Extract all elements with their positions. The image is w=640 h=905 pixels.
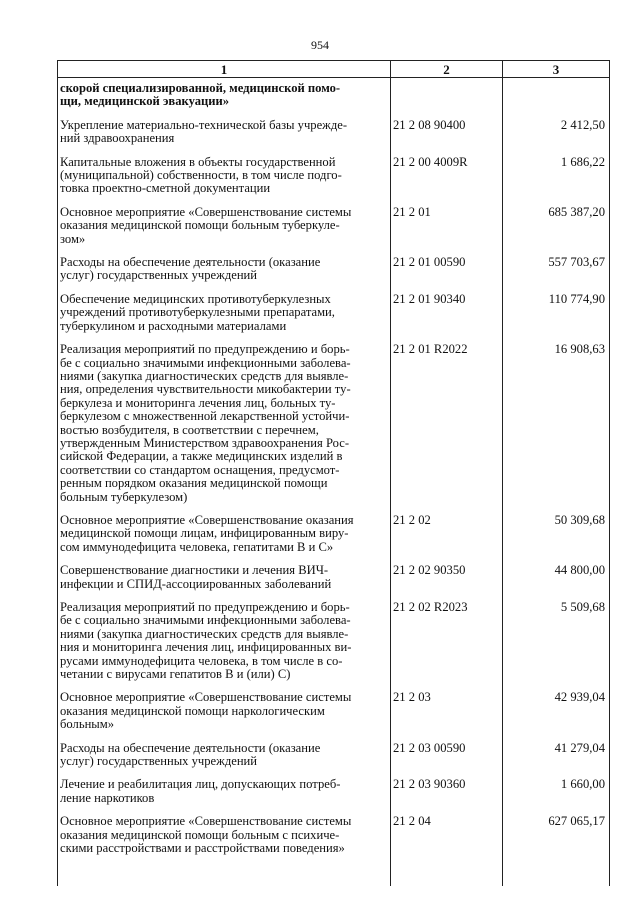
row-name-cell [58,691,391,741]
row-amount-cell: 42 939,04 [503,691,610,741]
row-name-line: сийской Федерации, а также медицинских изделий в [60,449,343,464]
row-name-line: скими расстройствами и расстройствами поведения» [60,841,345,856]
row-name-line: востью возбудителя, в соответствии с перечнем, [60,422,319,437]
row-name-line: больным туберкулезом) [60,489,188,504]
row-code-cell [391,78,503,119]
row-name-line: ниями (закупка диагностических средств для выявле- [60,368,349,383]
row-code-cell: 21 2 04 [391,815,503,885]
row-name-line: четании с вирусами гепатитов В и (или) С) [60,667,291,682]
row-code-cell: 21 2 02 R2023 [391,601,503,691]
row-name-cell [58,343,391,514]
row-name-line: медицинской помощи лицам, инфицированным виру- [60,526,349,541]
row-name-line: оказания медицинской помощи больным туберкуле- [60,218,340,233]
row-name-line: Реализация мероприятий по предупреждению и борь- [60,342,350,357]
table-row [58,256,610,293]
table-row [58,119,610,156]
table-row [58,564,610,601]
row-name-cell [58,601,391,691]
row-name-line: ния, определения чувствительности микобактерии ту- [60,382,351,397]
row-name-line: бе с социально значимыми инфекционными заболева- [60,613,351,628]
row-code-cell: 21 2 08 90400 [391,119,503,156]
row-name-cell [58,564,391,601]
row-name-line: Основное мероприятие «Совершенствование системы [60,814,352,829]
table-row [58,742,610,779]
table-header-row [58,61,610,78]
row-name-line: Основное мероприятие «Совершенствование оказания [60,512,354,527]
column-header-2: 2 [391,61,503,78]
row-name-line: зом» [60,231,86,246]
row-name-line: (муниципальной) собственности, в том числе подго- [60,168,342,183]
row-name-line: Совершенствование диагностики и лечения ВИЧ- [60,563,329,578]
row-code-cell: 21 2 03 90360 [391,778,503,815]
row-name-cell [58,119,391,156]
row-name-cell [58,78,391,119]
row-amount-cell: 685 387,20 [503,206,610,256]
row-amount-cell: 1 686,22 [503,156,610,206]
column-header-3: 3 [503,61,610,78]
row-name-line: беркулеза и мониторинга лечения лиц, больных ту- [60,395,336,410]
row-code-cell: 21 2 01 R2022 [391,343,503,514]
row-name-line: скорой специализированной, медицинской помо- [60,81,341,95]
row-code-cell: 21 2 01 00590 [391,256,503,293]
row-name-line: услуг) государственных учреждений [60,754,258,769]
row-name-line: щи, медицинской эвакуации» [60,94,230,109]
row-name-line: ниями (закупка диагностических средств для выявле- [60,626,349,641]
row-code-cell: 21 2 01 90340 [391,293,503,343]
row-amount-cell: 50 309,68 [503,514,610,564]
row-name-cell [58,256,391,293]
page-number: 954 [311,38,329,52]
table-row [58,156,610,206]
row-name-cell [58,514,391,564]
row-name-line: оказания медицинской помощи наркологическим [60,703,325,718]
table-body [58,78,610,886]
row-name-cell [58,742,391,779]
row-code-cell: 21 2 02 90350 [391,564,503,601]
row-name-line: русами иммунодефицита человека, в том числе в со- [60,653,343,668]
row-amount-cell: 557 703,67 [503,256,610,293]
row-code-cell: 21 2 03 00590 [391,742,503,779]
row-amount-cell: 2 412,50 [503,119,610,156]
row-name-line: ния и мониторинга лечения лиц, инфицированных ви- [60,640,352,655]
row-amount-cell [503,78,610,119]
row-amount-cell: 627 065,17 [503,815,610,885]
row-name-line: туберкулином и расходными материалами [60,318,287,333]
row-name-line: оказания медицинской помощи больным с психиче- [60,827,340,842]
row-name-line: больным» [60,717,115,732]
row-name-line: Расходы на обеспечение деятельности (оказание [60,740,321,755]
row-name-line: Расходы на обеспечение деятельности (оказание [60,255,321,270]
row-code-cell: 21 2 01 [391,206,503,256]
budget-table [57,60,610,886]
row-name-line: учреждений противотуберкулезными препаратами, [60,305,335,320]
table-row [58,778,610,815]
row-name-line: Укрепление материально-технической базы учрежде- [60,117,348,132]
row-name-cell [58,206,391,256]
row-amount-cell: 41 279,04 [503,742,610,779]
row-name-line: Основное мероприятие «Совершенствование системы [60,204,352,219]
row-code-cell: 21 2 02 [391,514,503,564]
row-name-line: утвержденным Министерством здравоохранения Рос- [60,435,350,450]
table-row [58,601,610,691]
row-name-line: ний здравоохранения [60,131,175,146]
table-row [58,206,610,256]
row-name-cell [58,778,391,815]
row-name-line: соответствии со стандартом оснащения, предусмот- [60,462,340,477]
row-name-line: Реализация мероприятий по предупреждению и борь- [60,600,350,614]
row-code-cell: 21 2 00 4009R [391,156,503,206]
row-name-line: инфекции и СПИД-ассоциированных заболеваний [60,576,332,591]
row-amount-cell: 44 800,00 [503,564,610,601]
row-name-cell [58,156,391,206]
table-row [58,514,610,564]
table-row [58,78,610,119]
row-name-line: сом иммунодефицита человека, гепатитами В и С» [60,539,334,554]
row-name-line: беркулезом с множественной лекарственной устойчи- [60,409,350,424]
row-amount-cell: 110 774,90 [503,293,610,343]
row-name-line: Капитальные вложения в объекты государственной [60,154,336,169]
column-header-1: 1 [58,61,391,78]
row-name-line: Основное мероприятие «Совершенствование системы [60,690,352,705]
row-name-cell [58,293,391,343]
table-row [58,815,610,885]
row-name-line: ление наркотиков [60,790,155,805]
table-row [58,343,610,514]
row-name-line: Лечение и реабилитация лиц, допускающих потреб- [60,777,341,792]
row-name-cell [58,815,391,885]
row-name-line: услуг) государственных учреждений [60,268,258,283]
row-amount-cell: 1 660,00 [503,778,610,815]
table-row [58,293,610,343]
row-name-line: товка проектно-сметной документации [60,181,271,196]
table-row [58,691,610,741]
row-amount-cell: 5 509,68 [503,601,610,691]
row-name-line: бе с социально значимыми инфекционными заболева- [60,355,351,370]
row-code-cell: 21 2 03 [391,691,503,741]
row-amount-cell: 16 908,63 [503,343,610,514]
row-name-line: Обеспечение медицинских противотуберкулезных [60,291,331,306]
row-name-line: ренным порядком оказания медицинской помощи [60,476,328,491]
